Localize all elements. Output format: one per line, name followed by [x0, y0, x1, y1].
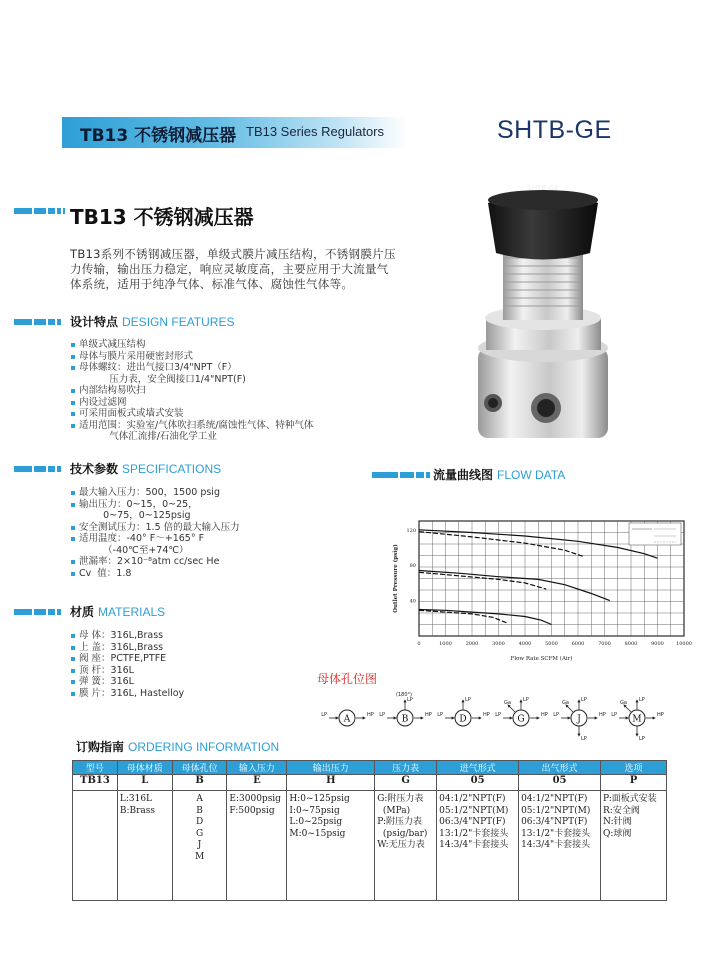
option-line: (psig/bar): [377, 828, 428, 839]
x-tick-label: 0: [417, 641, 421, 647]
option-line: M: [194, 851, 205, 862]
ordering-title: 订购指南 ORDERING INFORMATION: [76, 740, 280, 754]
table-options-cell: [601, 791, 667, 901]
table-header-cell: 压力表: [375, 761, 437, 775]
port-label-hp: HP: [367, 712, 374, 718]
list-item: 内设过滤网: [70, 397, 313, 409]
x-tick-label: 5000: [545, 641, 558, 647]
design-features-list: [70, 339, 313, 443]
x-tick-label: 1000: [439, 641, 452, 647]
port-label-ga: Ga: [504, 700, 511, 706]
specifications-title: 技术参数 SPECIFICATIONS: [70, 462, 222, 476]
table-code-cell: L: [117, 775, 172, 791]
option-line: L:316L: [119, 794, 153, 804]
header-subtitle: TB13 Series Regulators: [246, 124, 385, 139]
port-label-lp: LP: [611, 712, 617, 718]
table-header-cell: 型号: [73, 761, 118, 775]
list-item: 最大输入压力：500，1500 psig: [70, 487, 240, 499]
option-line: R:安全阀: [603, 805, 640, 816]
y-tick-label: 120: [406, 527, 416, 534]
list-item: 安全测试压力：1.5 倍的最大输入压力: [70, 522, 240, 534]
port-label-hp: HP: [483, 712, 490, 718]
y-tick-label: 80: [409, 563, 416, 570]
page-title: TB13 不锈钢减压器: [70, 205, 254, 229]
option-line: P:面板式安装: [603, 794, 657, 804]
port-diagrams: [310, 688, 710, 758]
port-label-hp: HP: [541, 712, 548, 718]
option-line: 04:1/2"NPT(F): [521, 794, 588, 804]
chart-legend: [629, 523, 681, 545]
port-diagram-letter: B: [401, 714, 409, 725]
y-tick-label: 40: [409, 598, 416, 605]
port-label-lp: LP: [553, 712, 559, 718]
x-tick-label: 3000: [492, 641, 505, 647]
x-tick-label: 7000: [598, 641, 611, 647]
regulator-product-image: [458, 178, 618, 458]
port-label-lp: LP: [379, 712, 385, 718]
y-axis-label: Outlet Pressure (psig): [393, 544, 399, 613]
list-item: 母 体：316L,Brass: [70, 630, 184, 642]
option-line: 14:3/4"卡套接头: [521, 840, 591, 850]
option-line: 04:1/2"NPT(F): [439, 794, 506, 804]
table-code-cell: P: [601, 775, 667, 791]
intro-paragraph: TB13系列不锈钢减压器，单级式膜片减压结构，不锈钢膜片压力传输，输出压力稳定，响应灵敏度高，主要应用于大流量气体系统，适用于纯净气体、标准气体、腐蚀性气体等。: [70, 247, 396, 291]
option-line: 14:3/4"卡套接头: [439, 840, 509, 850]
option-line: W:无压力表: [377, 840, 425, 850]
option-line: H:0~125psig: [289, 794, 350, 804]
list-item: 适用温度：-40° F～+165° F: [70, 533, 240, 545]
section-marker: [372, 472, 432, 478]
port-diagram-letter: M: [632, 714, 642, 725]
list-item: 母体与膜片采用硬密封形式: [70, 351, 313, 363]
table-options-cell: [375, 791, 437, 901]
option-line: (MPa): [377, 805, 411, 816]
x-tick-label: 4000: [518, 641, 532, 647]
table-options-cell: [73, 791, 118, 901]
list-item: 上 盖：316L,Brass: [70, 642, 184, 654]
list-item: 压力表，安全阀接口1/4"NPT(F): [79, 373, 246, 385]
port-diagram-letter: D: [459, 714, 467, 725]
option-line: 06:3/4"NPT(F): [439, 817, 506, 827]
brand-logo-text: SHTB-GE: [497, 116, 612, 144]
port-angle-note: (180°): [396, 692, 412, 698]
list-item: 输出压力：0~15，0~25，: [70, 499, 240, 511]
option-line: J: [197, 840, 202, 850]
section-marker: [14, 319, 63, 325]
list-item: 气体汇流排/石油化学工业: [79, 431, 217, 442]
table-code-cell: 05: [437, 775, 519, 791]
port-label-lp: LP: [639, 697, 645, 703]
port-label-lp: LP: [437, 712, 443, 718]
header-title: TB13 不锈钢减压器: [80, 126, 237, 146]
x-tick-label: 8000: [624, 641, 638, 647]
table-options-cell: [519, 791, 601, 901]
table-header-cell: 输出压力: [287, 761, 375, 775]
materials-list: [70, 630, 184, 699]
flow-chart: [372, 505, 702, 675]
option-line: 05:1/2"NPT(M): [521, 805, 591, 816]
table-header-cell: 进气形式: [437, 761, 519, 775]
list-item: 可采用面板式或墙式安装: [70, 408, 313, 420]
table-header-cell: 出气形式: [519, 761, 601, 775]
list-item: 单级式减压结构: [70, 339, 313, 351]
list-item: 适用范围：实验室/气体吹扫系统/腐蚀性气体、特种气体: [70, 420, 313, 432]
table-code-cell: 05: [519, 775, 601, 791]
option-line: B:Brass: [119, 805, 156, 816]
x-tick-label: 2000: [465, 641, 479, 647]
option-line: G:附压力表: [377, 794, 424, 804]
design-features-title: 设计特点 DESIGN FEATURES: [70, 315, 235, 329]
port-label-ga: Ga: [620, 700, 627, 706]
list-item: 内部结构易吹扫: [70, 385, 313, 397]
port-label-lp: LP: [639, 736, 645, 742]
option-line: G: [195, 828, 204, 839]
list-item: 顶 杆：316L: [70, 665, 184, 677]
table-options-cell: [227, 791, 287, 901]
port-label-hp: HP: [599, 712, 606, 718]
port-diagram-letter: A: [343, 714, 351, 725]
option-line: Q:球阀: [603, 828, 632, 839]
table-code-cell: E: [227, 775, 287, 791]
port-label-lp: LP: [407, 697, 413, 703]
list-item: （-40℃至+74℃）: [79, 544, 189, 556]
list-item: 膜 片：316L, Hastelloy: [70, 688, 184, 700]
option-line: P:附压力表: [377, 817, 422, 827]
port-label-lp: LP: [523, 697, 529, 703]
list-item: 母体螺纹：进出气接口3/4"NPT（F）: [70, 362, 313, 374]
port-label-lp: LP: [581, 736, 587, 742]
port-diagram-letter: J: [577, 714, 581, 725]
option-line: 13:1/2"卡套接头: [439, 828, 509, 839]
ordering-table: [72, 760, 667, 901]
x-tick-label: 6000: [571, 641, 585, 647]
list-item: 泄漏率：2×10⁻⁸atm cc/sec He: [70, 556, 240, 568]
list-item: 0~75，0~125psig: [79, 510, 191, 521]
table-code-cell: B: [172, 775, 227, 791]
port-label-hp: HP: [425, 712, 432, 718]
option-line: F:500psig: [229, 805, 275, 816]
knob-brand-label: SHTB-GE: [527, 184, 559, 192]
flow-chart-title: 流量曲线图 FLOW DATA: [433, 468, 566, 482]
option-line: M:0~15psig: [289, 828, 346, 839]
port-arrow: [566, 705, 573, 712]
port-label-lp: LP: [581, 697, 587, 703]
option-line: A: [196, 794, 203, 804]
port-label-lp: LP: [465, 697, 471, 703]
table-header-cell: 母体孔位: [172, 761, 227, 775]
port-label-lp: LP: [495, 712, 501, 718]
option-line: D: [195, 817, 204, 827]
port-arrow: [624, 705, 631, 712]
table-code-cell: H: [287, 775, 375, 791]
table-options-cell: [437, 791, 519, 901]
list-item: 阀 座：PCTFE,PTFE: [70, 653, 184, 665]
port-label-ga: Ga: [562, 700, 569, 706]
port-diagram-letter: G: [517, 714, 525, 725]
list-item: Cv 值：1.8: [70, 568, 240, 580]
port-diagram-title: 母体孔位图: [317, 672, 378, 686]
materials-title: 材质 MATERIALS: [70, 605, 166, 619]
table-options-cell: [172, 791, 227, 901]
option-line: 05:1/2"NPT(M): [439, 805, 509, 816]
port-label-lp: LP: [321, 712, 327, 718]
list-item: 弹 簧：316L: [70, 676, 184, 688]
port-arrow: [508, 705, 515, 712]
table-header-cell: 输入压力: [227, 761, 287, 775]
section-marker: [14, 609, 63, 615]
x-tick-label: 10000: [676, 641, 692, 647]
option-line: B: [196, 805, 203, 816]
table-options-cell: [117, 791, 172, 901]
option-line: 13:1/2"卡套接头: [521, 828, 591, 839]
table-options-cell: [287, 791, 375, 901]
specifications-list: [70, 487, 240, 579]
section-marker: [14, 466, 63, 472]
table-header-cell: 母体材质: [117, 761, 172, 775]
option-line: 06:3/4"NPT(F): [521, 817, 588, 827]
option-line: I:0~75psig: [289, 805, 340, 816]
port-label-hp: HP: [657, 712, 664, 718]
table-code-cell: TB13: [73, 775, 118, 791]
table-code-cell: G: [375, 775, 437, 791]
option-line: L:0~25psig: [289, 817, 343, 827]
table-header-cell: 选项: [601, 761, 667, 775]
option-line: E:3000psig: [229, 794, 281, 804]
x-axis-label: Flow Rate SCFM (Air): [510, 656, 573, 662]
x-tick-label: 9000: [651, 641, 664, 647]
section-marker: [14, 208, 67, 214]
option-line: N:针阀: [603, 817, 632, 827]
